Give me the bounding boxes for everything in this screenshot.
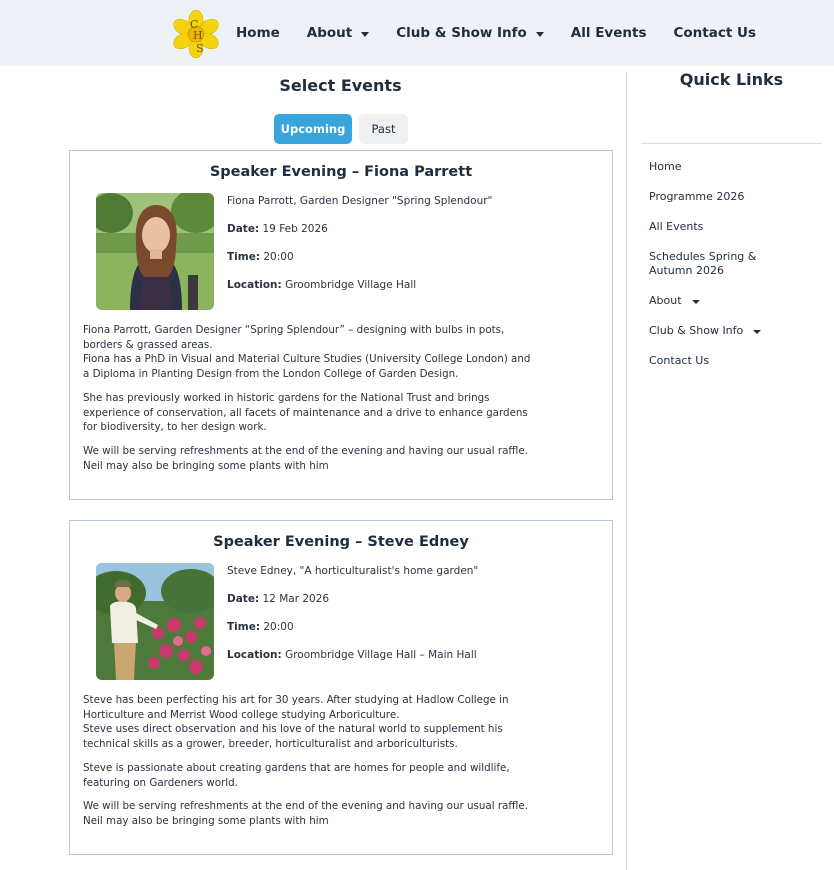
- column-divider: [626, 72, 627, 870]
- sidebar-item-programme-2026[interactable]: [649, 190, 819, 204]
- event-paragraph: We will be serving refreshments at the end of the evening and having our usual raffle. Neil may also be bringing some plants with him: [83, 444, 528, 472]
- event-subtitle: Steve Edney, "A horticulturalist's home garden": [227, 565, 479, 577]
- nav-about-label: About: [306, 25, 353, 41]
- speaker-photo-icon: [96, 193, 214, 310]
- event-paragraph: Steve is passionate about creating gardens that are homes for people and wildlife, featuring on Gardeners world.: [83, 761, 510, 789]
- sidebar-item-label: All Events: [649, 220, 704, 233]
- logo-letter-h: H: [193, 29, 203, 42]
- time-label: Time:: [227, 621, 261, 633]
- nav-club-show-info-label: Club & Show Info: [396, 25, 527, 41]
- location-value: Groombridge Village Hall – Main Hall: [285, 649, 477, 661]
- sidebar-item-label: Schedules Spring & Autumn 2026: [649, 250, 757, 277]
- event-paragraph: Fiona has a PhD in Visual and Material Culture Studies (University College London) and a Diploma in Planting Design from the London College of Garden Design.: [83, 353, 531, 381]
- chevron-down-icon: [753, 330, 761, 334]
- date-label: Date:: [227, 593, 260, 605]
- sidebar-divider: [641, 143, 822, 144]
- event-time: [227, 250, 492, 264]
- nav-club-show-info[interactable]: [396, 25, 544, 41]
- event-subtitle: Fiona Parrott, Garden Designer "Spring Splendour": [227, 195, 493, 207]
- event-description: [83, 323, 538, 482]
- page-title: Select Events: [279, 76, 402, 95]
- nav-all-events-label: All Events: [570, 25, 647, 41]
- event-time: [227, 620, 478, 634]
- nav-home[interactable]: [236, 25, 280, 41]
- sidebar-item-schedules[interactable]: [649, 250, 799, 278]
- sidebar-item-home[interactable]: [649, 160, 819, 174]
- sidebar-item-label: Home: [649, 160, 682, 173]
- location-value: Groombridge Village Hall: [285, 279, 417, 291]
- logo-letter-c: C: [190, 18, 199, 31]
- event-location: [227, 648, 478, 662]
- chevron-down-icon: [536, 32, 544, 37]
- quick-links: [649, 160, 819, 384]
- sidebar-title: Quick Links: [679, 70, 784, 89]
- date-value: 12 Mar 2026: [262, 593, 330, 605]
- event-paragraph: We will be serving refreshments at the end of the evening and having our usual raffle. Neil may also be bringing some plants with him: [83, 800, 528, 827]
- event-card: [69, 150, 613, 500]
- time-label: Time:: [227, 251, 261, 263]
- nav-contact-us[interactable]: [673, 25, 756, 41]
- event-tabs: [274, 114, 408, 144]
- sidebar-item-contact-us[interactable]: [649, 354, 819, 368]
- location-label: Location:: [227, 279, 282, 291]
- event-location: [227, 278, 492, 292]
- event-title[interactable]: Speaker Evening – Steve Edney: [213, 534, 469, 550]
- tab-past[interactable]: Past: [359, 114, 408, 144]
- chevron-down-icon: [361, 32, 369, 37]
- site-header: [0, 0, 834, 66]
- event-title[interactable]: Speaker Evening – Fiona Parrett: [209, 164, 473, 180]
- event-paragraph: Steve uses direct observation and his love of the natural world to supplement his technical skills as a grower, breeder, horticulturalist and arboriculturists.: [83, 723, 503, 751]
- event-meta: [227, 194, 492, 306]
- sidebar-item-club-show-info[interactable]: [649, 324, 819, 338]
- logo-letter-s: S: [196, 42, 204, 55]
- sidebar-item-label: Programme 2026: [649, 190, 745, 203]
- location-label: Location:: [227, 649, 282, 661]
- event-paragraph: Steve has been perfecting his art for 30 years. After studying at Hadlow College in Horticulture and Merrist Wood college studying Arboriculture.: [83, 694, 509, 721]
- sidebar-item-all-events[interactable]: [649, 220, 819, 234]
- event-date: [227, 592, 478, 606]
- nav-home-label: Home: [236, 25, 280, 41]
- sidebar-item-about[interactable]: [649, 294, 819, 308]
- chevron-down-icon: [692, 300, 700, 304]
- time-value: 20:00: [263, 621, 294, 633]
- event-date: [227, 222, 492, 236]
- event-paragraph: She has previously worked in historic gardens for the National Trust and brings experience of conservation, all facets of maintenance and a drive to enhance gardens for biodiversity, to her design work.: [83, 391, 528, 434]
- tab-upcoming[interactable]: Upcoming: [274, 114, 352, 144]
- nav-all-events[interactable]: [571, 25, 647, 41]
- sidebar-item-label: Club & Show Info: [649, 324, 744, 337]
- sidebar-item-label: About: [649, 294, 682, 307]
- nav-contact-us-label: Contact Us: [673, 25, 756, 41]
- nav-about[interactable]: [307, 25, 369, 41]
- sidebar-item-label: Contact Us: [649, 354, 710, 367]
- event-description: [83, 693, 538, 838]
- event-card: [69, 520, 613, 855]
- date-value: 19 Feb 2026: [262, 223, 328, 235]
- daffodil-logo-icon[interactable]: [171, 10, 221, 58]
- date-label: Date:: [227, 223, 260, 235]
- event-paragraph: Fiona Parrott, Garden Designer “Spring Splendour” – designing with bulbs in pots, borders & grassed areas.: [83, 324, 505, 351]
- event-meta: [227, 564, 478, 676]
- speaker-photo-icon: [96, 563, 214, 680]
- main-nav: [236, 0, 783, 66]
- time-value: 20:00: [263, 251, 294, 263]
